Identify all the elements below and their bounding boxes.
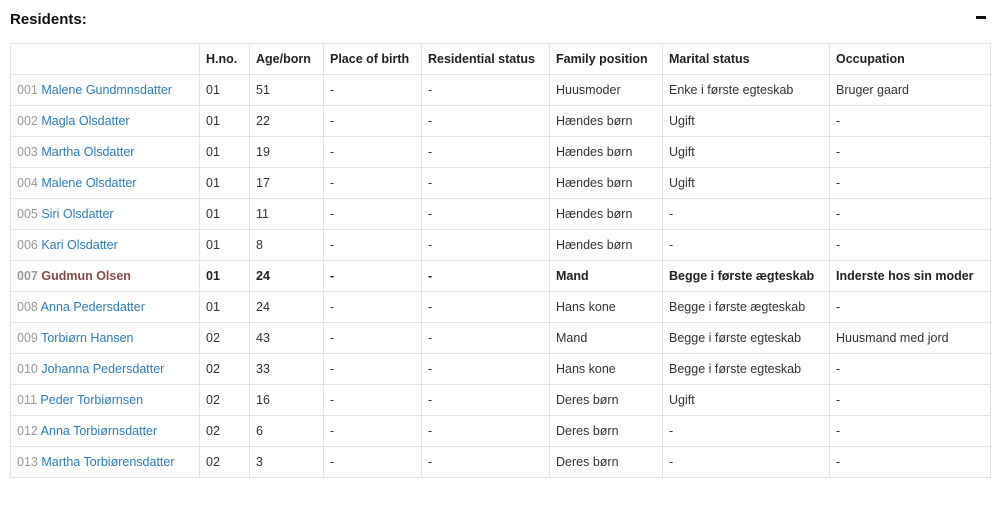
row-number: 002 xyxy=(17,114,38,128)
cell-age: 11 xyxy=(250,199,324,230)
cell-hno: 02 xyxy=(200,416,250,447)
table-body xyxy=(11,75,991,478)
table-row xyxy=(11,137,991,168)
cell-occupation: - xyxy=(830,385,991,416)
row-number: 011 xyxy=(17,393,37,407)
cell-age: 19 xyxy=(250,137,324,168)
cell-residential-status: - xyxy=(422,168,550,199)
resident-name-link[interactable]: Torbiørn Hansen xyxy=(41,331,134,345)
cell-family-position: Hændes børn xyxy=(550,230,663,261)
cell-family-position: Hændes børn xyxy=(550,106,663,137)
cell-place-of-birth: - xyxy=(324,261,422,292)
cell-place-of-birth: - xyxy=(324,137,422,168)
resident-name-link[interactable]: Malene Olsdatter xyxy=(41,176,137,190)
cell-occupation: - xyxy=(830,292,991,323)
cell-age: 17 xyxy=(250,168,324,199)
cell-resident xyxy=(11,137,200,168)
cell-hno: 01 xyxy=(200,292,250,323)
cell-occupation: - xyxy=(830,168,991,199)
resident-name-link[interactable]: Martha Torbiørensdatter xyxy=(41,455,175,469)
row-number: 007 xyxy=(17,269,38,283)
cell-hno: 01 xyxy=(200,137,250,168)
cell-occupation: - xyxy=(830,106,991,137)
cell-place-of-birth: - xyxy=(324,323,422,354)
table-row xyxy=(11,447,991,478)
table-row xyxy=(11,230,991,261)
cell-marital-status: Begge i første egteskab xyxy=(663,323,830,354)
resident-name-link[interactable]: Kari Olsdatter xyxy=(41,238,118,252)
column-header-hno: H.no. xyxy=(200,44,250,75)
cell-place-of-birth: - xyxy=(324,199,422,230)
row-number: 008 xyxy=(17,300,38,314)
table-row xyxy=(11,385,991,416)
cell-age: 6 xyxy=(250,416,324,447)
section-title: Residents: xyxy=(10,11,87,28)
resident-name-link[interactable]: Johanna Pedersdatter xyxy=(41,362,165,376)
table-row xyxy=(11,292,991,323)
table-row xyxy=(11,323,991,354)
resident-name-link[interactable]: Anna Pedersdatter xyxy=(40,300,145,314)
cell-family-position: Deres børn xyxy=(550,416,663,447)
table-row xyxy=(11,106,991,137)
cell-family-position: Hændes børn xyxy=(550,137,663,168)
row-number: 009 xyxy=(17,331,38,345)
cell-resident xyxy=(11,323,200,354)
cell-marital-status: Ugift xyxy=(663,137,830,168)
cell-hno: 01 xyxy=(200,75,250,106)
cell-family-position: Mand xyxy=(550,323,663,354)
cell-age: 51 xyxy=(250,75,324,106)
column-header-name xyxy=(11,44,200,75)
cell-occupation: - xyxy=(830,416,991,447)
row-number: 012 xyxy=(17,424,38,438)
cell-hno: 01 xyxy=(200,106,250,137)
minus-icon xyxy=(976,16,986,19)
cell-resident xyxy=(11,292,200,323)
resident-name-link[interactable]: Malene Gundmnsdatter xyxy=(41,83,172,97)
cell-hno: 02 xyxy=(200,385,250,416)
cell-family-position: Deres børn xyxy=(550,447,663,478)
cell-family-position: Huusmoder xyxy=(550,75,663,106)
resident-name-link[interactable]: Siri Olsdatter xyxy=(41,207,114,221)
cell-marital-status: Begge i første egteskab xyxy=(663,354,830,385)
cell-place-of-birth: - xyxy=(324,230,422,261)
cell-marital-status: - xyxy=(663,447,830,478)
table-row xyxy=(11,416,991,447)
residents-section-header xyxy=(10,0,990,40)
cell-marital-status: - xyxy=(663,230,830,261)
cell-residential-status: - xyxy=(422,354,550,385)
cell-occupation: Inderste hos sin moder xyxy=(830,261,991,292)
cell-age: 3 xyxy=(250,447,324,478)
column-header-family-position: Family position xyxy=(550,44,663,75)
cell-family-position: Hans kone xyxy=(550,292,663,323)
row-number: 001 xyxy=(17,83,38,97)
cell-resident xyxy=(11,199,200,230)
cell-marital-status: Begge i første ægteskab xyxy=(663,261,830,292)
cell-hno: 01 xyxy=(200,168,250,199)
cell-residential-status: - xyxy=(422,385,550,416)
column-header-place-of-birth: Place of birth xyxy=(324,44,422,75)
row-number: 006 xyxy=(17,238,38,252)
cell-residential-status: - xyxy=(422,75,550,106)
cell-hno: 02 xyxy=(200,447,250,478)
cell-age: 24 xyxy=(250,261,324,292)
row-number: 013 xyxy=(17,455,38,469)
cell-residential-status: - xyxy=(422,261,550,292)
cell-age: 8 xyxy=(250,230,324,261)
cell-age: 43 xyxy=(250,323,324,354)
cell-resident xyxy=(11,106,200,137)
column-header-occupation: Occupation xyxy=(830,44,991,75)
cell-residential-status: - xyxy=(422,199,550,230)
table-header-row xyxy=(11,44,991,75)
cell-marital-status: Ugift xyxy=(663,106,830,137)
table-row xyxy=(11,75,991,106)
cell-place-of-birth: - xyxy=(324,354,422,385)
cell-marital-status: Ugift xyxy=(663,385,830,416)
cell-residential-status: - xyxy=(422,137,550,168)
resident-name-link[interactable]: Martha Olsdatter xyxy=(41,145,135,159)
cell-residential-status: - xyxy=(422,230,550,261)
cell-resident xyxy=(11,385,200,416)
cell-family-position: Hændes børn xyxy=(550,168,663,199)
cell-place-of-birth: - xyxy=(324,168,422,199)
table-row xyxy=(11,199,991,230)
cell-occupation: Huusmand med jord xyxy=(830,323,991,354)
cell-resident xyxy=(11,261,200,292)
cell-occupation: - xyxy=(830,447,991,478)
cell-place-of-birth: - xyxy=(324,385,422,416)
cell-place-of-birth: - xyxy=(324,416,422,447)
column-header-residential-status: Residential status xyxy=(422,44,550,75)
cell-resident xyxy=(11,416,200,447)
resident-name-link[interactable]: Magla Olsdatter xyxy=(41,114,130,128)
cell-place-of-birth: - xyxy=(324,447,422,478)
cell-occupation: - xyxy=(830,199,991,230)
cell-resident xyxy=(11,447,200,478)
resident-name-link[interactable]: Gudmun Olsen xyxy=(41,269,131,283)
cell-occupation: - xyxy=(830,230,991,261)
cell-family-position: Hændes børn xyxy=(550,199,663,230)
cell-place-of-birth: - xyxy=(324,106,422,137)
row-number: 010 xyxy=(17,362,38,376)
cell-hno: 01 xyxy=(200,261,250,292)
table-row xyxy=(11,168,991,199)
cell-residential-status: - xyxy=(422,106,550,137)
cell-residential-status: - xyxy=(422,416,550,447)
cell-age: 16 xyxy=(250,385,324,416)
cell-marital-status: Enke i første egteskab xyxy=(663,75,830,106)
cell-age: 33 xyxy=(250,354,324,385)
row-number: 003 xyxy=(17,145,38,159)
cell-occupation: Bruger gaard xyxy=(830,75,991,106)
cell-family-position: Hans kone xyxy=(550,354,663,385)
cell-age: 22 xyxy=(250,106,324,137)
cell-family-position: Deres børn xyxy=(550,385,663,416)
row-number: 005 xyxy=(17,207,38,221)
column-header-marital-status: Marital status xyxy=(663,44,830,75)
cell-residential-status: - xyxy=(422,292,550,323)
cell-place-of-birth: - xyxy=(324,75,422,106)
cell-family-position: Mand xyxy=(550,261,663,292)
table-row xyxy=(11,354,991,385)
cell-resident xyxy=(11,75,200,106)
residents-table xyxy=(10,43,991,478)
cell-marital-status: Begge i første ægteskab xyxy=(663,292,830,323)
cell-resident xyxy=(11,168,200,199)
cell-residential-status: - xyxy=(422,447,550,478)
cell-marital-status: Ugift xyxy=(663,168,830,199)
cell-place-of-birth: - xyxy=(324,292,422,323)
cell-resident xyxy=(11,230,200,261)
cell-resident xyxy=(11,354,200,385)
cell-marital-status: - xyxy=(663,416,830,447)
cell-occupation: - xyxy=(830,354,991,385)
table-row xyxy=(11,261,991,292)
cell-hno: 01 xyxy=(200,199,250,230)
cell-hno: 01 xyxy=(200,230,250,261)
resident-name-link[interactable]: Peder Torbiørnsen xyxy=(40,393,144,407)
cell-hno: 02 xyxy=(200,354,250,385)
resident-name-link[interactable]: Anna Torbiørnsdatter xyxy=(40,424,158,438)
cell-residential-status: - xyxy=(422,323,550,354)
cell-occupation: - xyxy=(830,137,991,168)
column-header-age: Age/born xyxy=(250,44,324,75)
cell-hno: 02 xyxy=(200,323,250,354)
cell-marital-status: - xyxy=(663,199,830,230)
cell-age: 24 xyxy=(250,292,324,323)
collapse-button[interactable] xyxy=(974,10,988,24)
row-number: 004 xyxy=(17,176,38,190)
